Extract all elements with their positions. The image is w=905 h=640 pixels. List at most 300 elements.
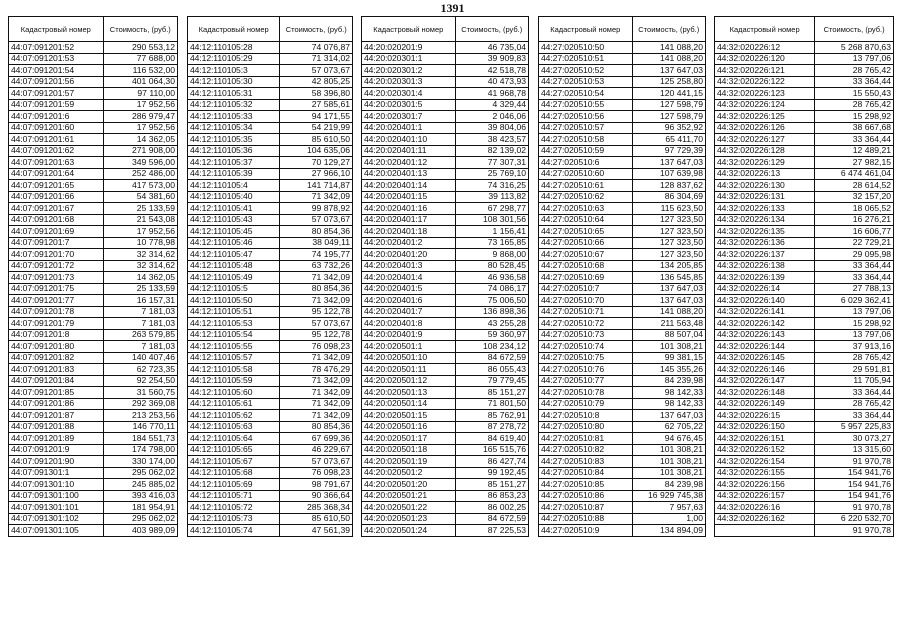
cost-cell: 85 762,91 <box>455 410 528 422</box>
cost-cell: 5 957 225,83 <box>815 421 894 433</box>
cost-cell: 57 073,67 <box>280 214 353 226</box>
table-row <box>9 318 178 330</box>
table-row <box>9 375 178 387</box>
cost-cell: 136 545,85 <box>632 272 705 284</box>
cadastral-number-cell: 44:20:020401:15 <box>362 191 456 203</box>
cost-cell: 71 801,50 <box>455 398 528 410</box>
table-row <box>9 502 178 514</box>
cost-cell: 85 151,27 <box>455 479 528 491</box>
cost-cell: 92 254,50 <box>103 375 177 387</box>
cost-cell: 39 804,06 <box>455 122 528 134</box>
cadastral-number-cell: 44:32:020226:13 <box>715 168 815 180</box>
table-row <box>539 329 706 341</box>
cost-cell: 99 878,92 <box>280 203 353 215</box>
cadastral-number-cell: 44:07:091201:53 <box>9 53 104 65</box>
cadastral-number-cell: 44:07:091201:61 <box>9 134 104 146</box>
table-row <box>539 111 706 123</box>
cadastral-number-cell: 44:07:091201:78 <box>9 306 104 318</box>
cadastral-number-cell: 44:07:091201:75 <box>9 283 104 295</box>
cost-cell: 84 672,59 <box>455 513 528 525</box>
cost-cell: 59 360,97 <box>455 329 528 341</box>
table-row <box>188 295 353 307</box>
cost-cell: 85 610,50 <box>280 134 353 146</box>
cost-cell: 295 062,02 <box>103 513 177 525</box>
table-row <box>362 76 529 88</box>
cost-cell: 104 635,06 <box>280 145 353 157</box>
table-row <box>188 99 353 111</box>
cadastral-number-cell: 44:27:020510:55 <box>539 99 633 111</box>
cost-cell: 107 639,98 <box>632 168 705 180</box>
table-row <box>539 191 706 203</box>
cost-cell: 47 561,39 <box>280 525 353 537</box>
cost-cell: 84 672,59 <box>455 352 528 364</box>
cost-cell: 62 705,22 <box>632 421 705 433</box>
cost-header: Стоимость, (руб.) <box>815 17 894 42</box>
cadastral-number-cell: 44:20:020501:2 <box>362 467 456 479</box>
cadastral-table-5 <box>714 16 894 537</box>
cadastral-number-cell: 44:20:020401:8 <box>362 318 456 330</box>
table-row <box>362 272 529 284</box>
table-row <box>362 433 529 445</box>
cost-cell: 71 342,09 <box>280 191 353 203</box>
table-row <box>362 398 529 410</box>
table-row <box>539 375 706 387</box>
cadastral-number-cell: 44:12:110105:31 <box>188 88 280 100</box>
table-row <box>362 122 529 134</box>
cost-cell: 25 769,10 <box>455 168 528 180</box>
table-row <box>188 249 353 261</box>
cost-cell: 25 133,59 <box>103 283 177 295</box>
cost-cell: 154 941,76 <box>815 467 894 479</box>
cadastral-number-cell: 44:12:110105:57 <box>188 352 280 364</box>
table-row <box>188 180 353 192</box>
cost-header: Стоимость, (руб.) <box>632 17 705 42</box>
cost-cell: 290 553,12 <box>103 42 177 54</box>
cadastral-number-cell: 44:32:020226:130 <box>715 180 815 192</box>
table-row <box>188 283 353 295</box>
table-row <box>362 65 529 77</box>
cadastral-table-3 <box>361 16 529 537</box>
cost-cell: 33 364,44 <box>815 410 894 422</box>
table-row <box>715 65 894 77</box>
table-row <box>9 157 178 169</box>
cadastral-number-cell: 44:32:020226:124 <box>715 99 815 111</box>
cadastral-number-cell: 44:27:020510:83 <box>539 456 633 468</box>
table-row <box>539 444 706 456</box>
cadastral-number-cell: 44:07:091201:84 <box>9 375 104 387</box>
cost-cell: 67 298,77 <box>455 203 528 215</box>
cadastral-number-cell: 44:27:020510:71 <box>539 306 633 318</box>
cost-cell: 42 518,78 <box>455 65 528 77</box>
table-row <box>539 145 706 157</box>
cost-cell: 37 913,16 <box>815 341 894 353</box>
cadastral-number-cell: 44:27:020510:70 <box>539 295 633 307</box>
cost-cell: 30 073,27 <box>815 433 894 445</box>
table-row <box>362 53 529 65</box>
cadastral-number-cell: 44:27:020510:57 <box>539 122 633 134</box>
table-row <box>715 260 894 272</box>
cadastral-table-2 <box>187 16 353 537</box>
table-row <box>362 191 529 203</box>
table-row <box>188 53 353 65</box>
cadastral-number-cell: 44:07:091201:83 <box>9 364 104 376</box>
cadastral-number-cell: 44:12:110105:3 <box>188 65 280 77</box>
table-row <box>9 272 178 284</box>
cost-cell: 85 610,50 <box>280 513 353 525</box>
table-row <box>362 180 529 192</box>
cost-cell: 28 614,52 <box>815 180 894 192</box>
cadastral-number-cell: 44:07:091201:9 <box>9 444 104 456</box>
header-row <box>362 17 529 42</box>
cost-cell: 57 073,67 <box>280 456 353 468</box>
cost-cell: 39 909,83 <box>455 53 528 65</box>
cost-cell: 115 623,50 <box>632 203 705 215</box>
table-row <box>362 168 529 180</box>
cadastral-number-cell: 44:32:020226:123 <box>715 88 815 100</box>
cadastral-number-cell: 44:07:091301:1 <box>9 467 104 479</box>
cadastral-number-cell: 44:20:020301:5 <box>362 99 456 111</box>
cost-cell: 120 441,15 <box>632 88 705 100</box>
table-row <box>362 387 529 399</box>
table-row <box>539 99 706 111</box>
cadastral-number-cell: 44:27:020510:81 <box>539 433 633 445</box>
cadastral-number-cell: 44:27:020510:58 <box>539 134 633 146</box>
cost-cell: 32 157,20 <box>815 191 894 203</box>
cadastral-number-cell: 44:27:020510:87 <box>539 502 633 514</box>
cost-cell: 141 088,20 <box>632 306 705 318</box>
table-row <box>9 214 178 226</box>
cost-cell: 213 253,56 <box>103 410 177 422</box>
table-row <box>539 88 706 100</box>
cost-cell: 73 165,85 <box>455 237 528 249</box>
cost-cell: 91 970,78 <box>815 456 894 468</box>
cadastral-number-cell: 44:32:020226:150 <box>715 421 815 433</box>
header-row <box>188 17 353 42</box>
cadastral-number-cell: 44:12:110105:40 <box>188 191 280 203</box>
cost-cell: 33 364,44 <box>815 272 894 284</box>
cost-cell: 127 323,50 <box>632 226 705 238</box>
cost-cell: 146 770,11 <box>103 421 177 433</box>
table-row <box>9 444 178 456</box>
table-row <box>715 214 894 226</box>
cost-cell: 71 342,09 <box>280 387 353 399</box>
table-row <box>188 387 353 399</box>
cadastral-number-cell: 44:20:020301:7 <box>362 111 456 123</box>
table-row <box>715 479 894 491</box>
table-row <box>362 237 529 249</box>
table-row <box>715 42 894 54</box>
cadastral-number-cell: 44:20:020401:4 <box>362 272 456 284</box>
table-row <box>539 203 706 215</box>
cost-cell: 43 255,28 <box>455 318 528 330</box>
table-row <box>715 283 894 295</box>
cadastral-number-cell: 44:20:020301:3 <box>362 76 456 88</box>
cost-cell: 57 073,67 <box>280 65 353 77</box>
table-row <box>362 456 529 468</box>
cost-cell: 29 095,98 <box>815 249 894 261</box>
cost-cell: 97 110,00 <box>103 88 177 100</box>
table-row <box>362 513 529 525</box>
table-row <box>9 341 178 353</box>
table-row <box>539 295 706 307</box>
cadastral-number-cell: 44:20:020201:9 <box>362 42 456 54</box>
cost-header: Стоимость, (руб.) <box>455 17 528 42</box>
table-row <box>9 456 178 468</box>
cadastral-number-cell: 44:32:020226:129 <box>715 157 815 169</box>
cadastral-number-cell: 44:12:110105:62 <box>188 410 280 422</box>
table-row <box>9 387 178 399</box>
table-row <box>188 76 353 88</box>
cost-cell: 134 894,09 <box>632 525 705 537</box>
cadastral-number-cell: 44:07:091201:88 <box>9 421 104 433</box>
table-row <box>539 134 706 146</box>
cost-cell: 16 157,31 <box>103 295 177 307</box>
cost-cell: 99 381,15 <box>632 352 705 364</box>
cost-cell: 62 723,35 <box>103 364 177 376</box>
cadastral-number-cell: 44:07:091201:73 <box>9 272 104 284</box>
table-row <box>9 203 178 215</box>
cost-cell: 86 853,23 <box>455 490 528 502</box>
cost-cell: 39 113,82 <box>455 191 528 203</box>
cost-cell: 245 885,02 <box>103 479 177 491</box>
cadastral-number-cell: 44:27:020510:54 <box>539 88 633 100</box>
cadastral-number-cell: 44:27:020510:80 <box>539 421 633 433</box>
cost-cell: 80 528,45 <box>455 260 528 272</box>
cadastral-number-cell: 44:12:110105:74 <box>188 525 280 537</box>
table-row <box>188 226 353 238</box>
cost-cell: 85 151,27 <box>455 387 528 399</box>
cadastral-number-cell: 44:20:020401:10 <box>362 134 456 146</box>
cost-cell: 128 837,62 <box>632 180 705 192</box>
table-row <box>362 467 529 479</box>
cadastral-number-cell: 44:32:020226:146 <box>715 364 815 376</box>
cost-cell: 13 797,06 <box>815 329 894 341</box>
cost-cell: 29 591,81 <box>815 364 894 376</box>
cadastral-number-cell: 44:27:020510:7 <box>539 283 633 295</box>
cost-cell: 127 598,79 <box>632 99 705 111</box>
cadastral-number-cell: 44:32:020226:134 <box>715 214 815 226</box>
table-row <box>9 88 178 100</box>
table-row <box>362 410 529 422</box>
cost-cell: 32 314,62 <box>103 260 177 272</box>
table-row <box>362 134 529 146</box>
cadastral-number-cell: 44:12:110105:61 <box>188 398 280 410</box>
cost-cell: 38 667,68 <box>815 122 894 134</box>
cost-cell: 141 714,87 <box>280 180 353 192</box>
cadastral-number-cell: 44:12:110105:50 <box>188 295 280 307</box>
cadastral-number-cell: 44:27:020510:68 <box>539 260 633 272</box>
cadastral-number-cell: 44:27:020510:52 <box>539 65 633 77</box>
table-row <box>188 237 353 249</box>
cadastral-number-cell: 44:20:020501:16 <box>362 421 456 433</box>
cost-cell: 11 705,94 <box>815 375 894 387</box>
cost-cell: 95 122,78 <box>280 329 353 341</box>
cadastral-number-cell: 44:12:110105:46 <box>188 237 280 249</box>
cost-cell: 70 129,27 <box>280 157 353 169</box>
cost-cell: 127 598,79 <box>632 111 705 123</box>
cost-cell: 13 797,06 <box>815 306 894 318</box>
cost-cell: 86 055,43 <box>455 364 528 376</box>
cadastral-number-cell: 44:12:110105:69 <box>188 479 280 491</box>
cost-cell: 98 142,33 <box>632 387 705 399</box>
table-row <box>9 467 178 479</box>
cost-cell: 15 298,92 <box>815 318 894 330</box>
cost-cell: 97 729,39 <box>632 145 705 157</box>
cadastral-number-cell: 44:12:110105:4 <box>188 180 280 192</box>
cadastral-number-cell: 44:12:110105:67 <box>188 456 280 468</box>
cost-cell: 101 308,21 <box>632 341 705 353</box>
cadastral-number-cell: 44:07:091201:57 <box>9 88 104 100</box>
table-row <box>188 352 353 364</box>
table-row <box>715 364 894 376</box>
cost-cell: 95 122,78 <box>280 306 353 318</box>
header-row <box>9 17 178 42</box>
cost-cell: 87 225,53 <box>455 525 528 537</box>
table-row <box>715 226 894 238</box>
cadastral-number-cell: 44:27:020510:82 <box>539 444 633 456</box>
table-row <box>188 214 353 226</box>
table-row <box>9 398 178 410</box>
cadastral-number-cell: 44:07:091201:8 <box>9 329 104 341</box>
table-row <box>715 502 894 514</box>
table-row <box>9 295 178 307</box>
table-row <box>539 502 706 514</box>
table-row <box>362 341 529 353</box>
cadastral-number-cell: 44:27:020510:78 <box>539 387 633 399</box>
cost-cell: 252 486,00 <box>103 168 177 180</box>
cost-cell: 349 596,00 <box>103 157 177 169</box>
table-row <box>188 525 353 537</box>
table-row <box>539 387 706 399</box>
cost-cell: 1,00 <box>632 513 705 525</box>
cadastral-number-cell: 44:20:020501:19 <box>362 456 456 468</box>
table-row <box>9 191 178 203</box>
table-row <box>539 341 706 353</box>
cadastral-number-cell: 44:27:020510:88 <box>539 513 633 525</box>
cadastral-number-cell: 44:20:020501:15 <box>362 410 456 422</box>
cadastral-number-cell: 44:32:020226:152 <box>715 444 815 456</box>
cost-cell: 14 362,05 <box>103 134 177 146</box>
cost-cell: 94 676,45 <box>632 433 705 445</box>
table-row <box>539 168 706 180</box>
table-row <box>362 42 529 54</box>
cost-cell: 80 854,36 <box>280 421 353 433</box>
cost-cell: 154 941,76 <box>815 479 894 491</box>
cost-cell: 57 073,67 <box>280 318 353 330</box>
cadastral-number-cell: 44:12:110105:35 <box>188 134 280 146</box>
cost-cell: 285 368,34 <box>280 502 353 514</box>
table-row <box>9 53 178 65</box>
cadastral-number-cell: 44:12:110105:58 <box>188 364 280 376</box>
cost-cell: 54 219,99 <box>280 122 353 134</box>
table-row <box>362 145 529 157</box>
cadastral-number-cell: 44:27:020510:67 <box>539 249 633 261</box>
cadastral-number-cell: 44:20:020501:12 <box>362 375 456 387</box>
cost-cell: 17 952,56 <box>103 99 177 111</box>
cost-cell: 263 579,85 <box>103 329 177 341</box>
cadastral-number-cell: 44:20:020401:3 <box>362 260 456 272</box>
cost-cell: 15 298,92 <box>815 111 894 123</box>
table-row <box>362 375 529 387</box>
cadastral-number-cell: 44:32:020226:156 <box>715 479 815 491</box>
cadastral-number-cell: 44:27:020510:77 <box>539 375 633 387</box>
cost-cell: 27 966,10 <box>280 168 353 180</box>
cadastral-number-cell: 44:07:091201:68 <box>9 214 104 226</box>
cadastral-number-cell: 44:12:110105:33 <box>188 111 280 123</box>
cadastral-tables <box>8 16 905 640</box>
table-row <box>539 433 706 445</box>
table-row <box>539 157 706 169</box>
cost-cell: 77 688,00 <box>103 53 177 65</box>
table-row <box>539 180 706 192</box>
cadastral-number-cell: 44:32:020226:143 <box>715 329 815 341</box>
table-row <box>362 111 529 123</box>
cadastral-number-cell: 44:12:110105:36 <box>188 145 280 157</box>
cadastral-number-cell: 44:20:020501:23 <box>362 513 456 525</box>
cost-cell: 6 474 461,04 <box>815 168 894 180</box>
table-row <box>9 111 178 123</box>
cost-cell: 401 064,30 <box>103 76 177 88</box>
table-row <box>9 329 178 341</box>
cost-cell: 12 489,21 <box>815 145 894 157</box>
cadastral-table-1 <box>8 16 178 537</box>
cost-cell: 9 868,00 <box>455 249 528 261</box>
table-row <box>362 318 529 330</box>
cost-cell: 74 195,77 <box>280 249 353 261</box>
cadastral-number-cell: 44:27:020510:86 <box>539 490 633 502</box>
cost-cell: 71 342,09 <box>280 398 353 410</box>
cadastral-number-cell: 44:12:110105:47 <box>188 249 280 261</box>
cost-cell: 141 088,20 <box>632 42 705 54</box>
cost-cell: 96 352,92 <box>632 122 705 134</box>
table-row <box>539 421 706 433</box>
cadastral-number-cell: 44:12:110105:48 <box>188 260 280 272</box>
table-row <box>362 88 529 100</box>
cost-cell: 65 411,70 <box>632 134 705 146</box>
cost-cell: 181 954,91 <box>103 502 177 514</box>
cadastral-number-header: Кадастровый номер <box>715 17 815 42</box>
table-row <box>539 76 706 88</box>
cost-cell: 101 308,21 <box>632 467 705 479</box>
cadastral-number-cell: 44:07:091301:101 <box>9 502 104 514</box>
cost-cell: 16 606,77 <box>815 226 894 238</box>
cadastral-number-cell: 44:27:020510:79 <box>539 398 633 410</box>
cost-cell: 22 729,21 <box>815 237 894 249</box>
table-row <box>715 134 894 146</box>
table-row <box>715 513 894 525</box>
table-row <box>362 214 529 226</box>
cadastral-number-cell: 44:20:020501:14 <box>362 398 456 410</box>
cost-cell: 71 342,09 <box>280 375 353 387</box>
cost-cell: 211 563,48 <box>632 318 705 330</box>
cost-cell: 292 369,08 <box>103 398 177 410</box>
cadastral-number-header: Кадастровый номер <box>539 17 633 42</box>
cost-cell: 6 029 362,41 <box>815 295 894 307</box>
table-row <box>715 180 894 192</box>
cost-cell: 174 798,00 <box>103 444 177 456</box>
cost-cell: 127 323,50 <box>632 214 705 226</box>
header-row <box>715 17 894 42</box>
cost-cell: 74 086,17 <box>455 283 528 295</box>
table-row <box>188 318 353 330</box>
table-row <box>715 387 894 399</box>
cadastral-number-cell: 44:12:110105:64 <box>188 433 280 445</box>
cost-cell: 84 239,98 <box>632 375 705 387</box>
cadastral-number-cell: 44:20:020401:17 <box>362 214 456 226</box>
cadastral-number-cell: 44:32:020226:120 <box>715 53 815 65</box>
table-row <box>362 283 529 295</box>
cost-cell: 140 407,46 <box>103 352 177 364</box>
